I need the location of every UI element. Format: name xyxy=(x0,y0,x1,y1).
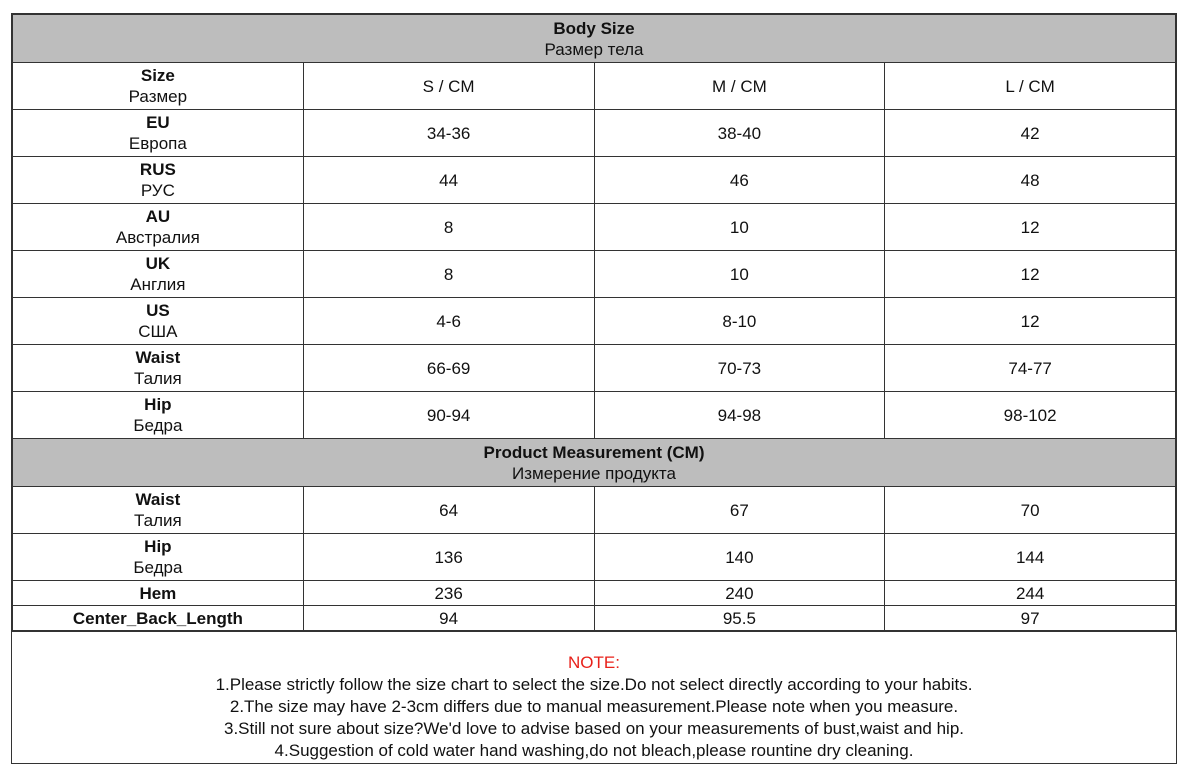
row-label-cell xyxy=(13,581,304,606)
row-label-cell xyxy=(13,157,304,204)
row-label: Hip xyxy=(144,395,172,414)
size-chart xyxy=(11,13,1177,764)
note-line: 3.Still not sure about size?We'd love to advise based on your measurements of bust,waist and hip. xyxy=(223,719,964,738)
value-cell: 144 xyxy=(885,534,1176,581)
table-row xyxy=(13,157,1176,204)
table-row xyxy=(13,298,1176,345)
value-cell: 34-36 xyxy=(303,110,594,157)
section-header-body xyxy=(13,15,1176,63)
value-cell: 70 xyxy=(885,487,1176,534)
row-label: EU xyxy=(146,113,170,132)
row-label: Center_Back_Length xyxy=(72,608,243,628)
value-cell: 8-10 xyxy=(594,298,885,345)
value-cell: 94-98 xyxy=(594,392,885,439)
value-cell: 12 xyxy=(885,204,1176,251)
row-label: Hem xyxy=(139,583,177,603)
column-header-s: S / CM xyxy=(303,63,594,110)
row-sublabel: США xyxy=(138,322,178,341)
note-line: 2.The size may have 2-3cm differs due to manual measurement.Please note when you measure. xyxy=(229,697,959,716)
value-cell: 70-73 xyxy=(594,345,885,392)
value-cell: 10 xyxy=(594,251,885,298)
row-sublabel: Талия xyxy=(134,511,182,530)
row-sublabel: Размер xyxy=(128,87,188,106)
table-row xyxy=(13,392,1176,439)
row-label: AU xyxy=(145,207,171,226)
row-label: Waist xyxy=(135,490,181,509)
section-subtitle: Измерение продукта xyxy=(512,463,676,483)
row-label-cell xyxy=(13,204,304,251)
value-cell: 244 xyxy=(885,581,1176,606)
section-title-body xyxy=(13,15,1176,63)
value-cell: 98-102 xyxy=(885,392,1176,439)
column-header-l: L / CM xyxy=(885,63,1176,110)
row-sublabel: Бедра xyxy=(133,558,183,577)
value-cell: 67 xyxy=(594,487,885,534)
row-sublabel: Бедра xyxy=(133,416,183,435)
row-label-cell xyxy=(13,606,304,631)
row-label: US xyxy=(146,301,170,320)
row-sublabel: Англия xyxy=(130,275,186,294)
value-cell: 46 xyxy=(594,157,885,204)
section-subtitle: Размер тела xyxy=(544,39,644,59)
value-cell: 90-94 xyxy=(303,392,594,439)
row-label-cell xyxy=(13,534,304,581)
row-label-cell xyxy=(13,487,304,534)
row-label: Waist xyxy=(135,348,181,367)
column-header-m: M / CM xyxy=(594,63,885,110)
value-cell: 95.5 xyxy=(594,606,885,631)
row-label-cell xyxy=(13,251,304,298)
value-cell: 10 xyxy=(594,204,885,251)
value-cell: 236 xyxy=(303,581,594,606)
table-row xyxy=(13,606,1176,631)
size-header-label xyxy=(13,63,304,110)
size-header-row xyxy=(13,63,1176,110)
row-label-cell xyxy=(13,392,304,439)
value-cell: 74-77 xyxy=(885,345,1176,392)
value-cell: 8 xyxy=(303,251,594,298)
value-cell: 94 xyxy=(303,606,594,631)
section-title: Product Measurement (CM) xyxy=(483,442,705,462)
value-cell: 240 xyxy=(594,581,885,606)
row-label-cell xyxy=(13,298,304,345)
row-label: Hip xyxy=(144,537,172,556)
value-cell: 64 xyxy=(303,487,594,534)
size-table xyxy=(12,14,1176,631)
note-title: NOTE: xyxy=(568,653,620,672)
value-cell: 12 xyxy=(885,251,1176,298)
section-title-product xyxy=(13,439,1176,487)
table-row xyxy=(13,581,1176,606)
note-line: 1.Please strictly follow the size chart to select the size.Do not select directly according to your habits. xyxy=(215,675,973,694)
section-header-product xyxy=(13,439,1176,487)
value-cell: 97 xyxy=(885,606,1176,631)
value-cell: 12 xyxy=(885,298,1176,345)
value-cell: 38-40 xyxy=(594,110,885,157)
table-row xyxy=(13,534,1176,581)
value-cell: 48 xyxy=(885,157,1176,204)
table-row xyxy=(13,110,1176,157)
row-sublabel: Австралия xyxy=(115,228,200,247)
table-row xyxy=(13,345,1176,392)
value-cell: 136 xyxy=(303,534,594,581)
table-row xyxy=(13,251,1176,298)
table-row xyxy=(13,487,1176,534)
note-line: 4.Suggestion of cold water hand washing,do not bleach,please rountine dry cleaning. xyxy=(274,741,914,760)
row-label-cell xyxy=(13,110,304,157)
row-sublabel: Европа xyxy=(128,134,187,153)
section-title: Body Size xyxy=(553,18,635,38)
row-label-cell xyxy=(13,345,304,392)
notes-panel xyxy=(12,631,1176,765)
row-label: Size xyxy=(140,66,175,85)
row-label: UK xyxy=(145,254,171,273)
value-cell: 4-6 xyxy=(303,298,594,345)
row-sublabel: РУС xyxy=(140,181,175,200)
value-cell: 66-69 xyxy=(303,345,594,392)
row-label: RUS xyxy=(139,160,176,179)
value-cell: 140 xyxy=(594,534,885,581)
table-row xyxy=(13,204,1176,251)
value-cell: 42 xyxy=(885,110,1176,157)
value-cell: 44 xyxy=(303,157,594,204)
value-cell: 8 xyxy=(303,204,594,251)
row-sublabel: Талия xyxy=(134,369,182,388)
